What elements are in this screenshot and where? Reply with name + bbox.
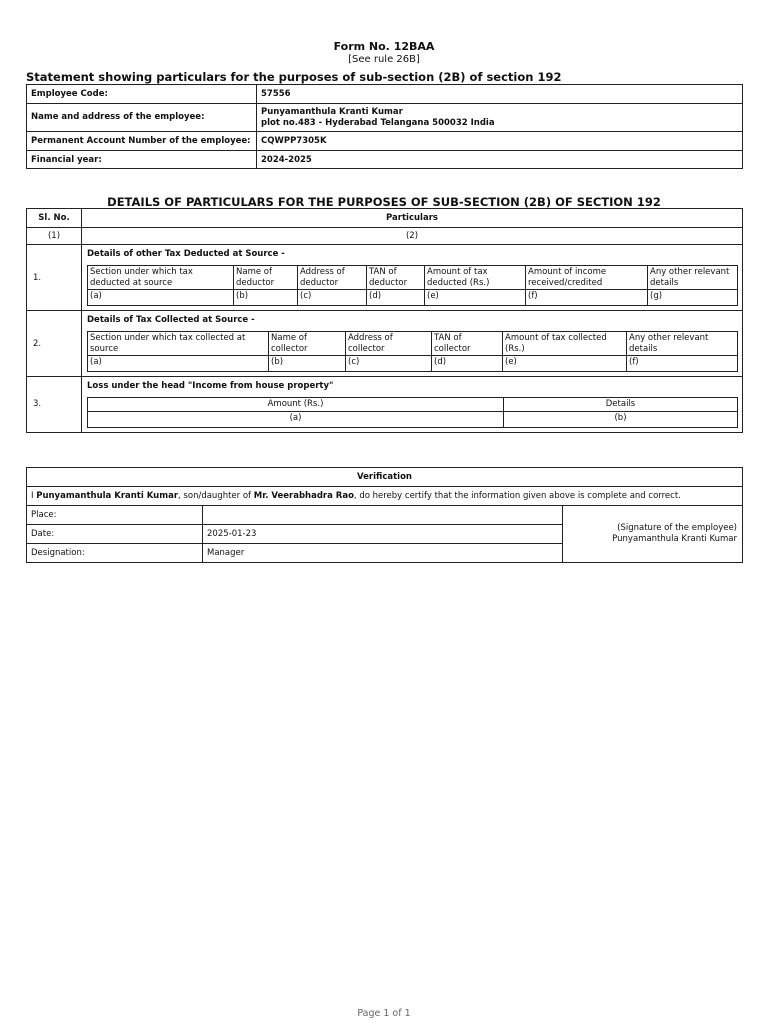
employee-name-address — [257, 104, 743, 132]
column-letter: (a) — [88, 356, 269, 372]
column-letter: (a) — [88, 290, 234, 306]
cert-employee-name: Punyamanthula Kranti Kumar — [36, 491, 179, 501]
signature-block — [563, 506, 743, 563]
column-letter: (a) — [88, 411, 504, 427]
section-row-tds — [27, 245, 743, 311]
employee-code-value: 57556 — [257, 85, 743, 104]
sl-no-header: Sl. No. — [27, 209, 82, 228]
column-letter: (f) — [526, 290, 648, 306]
place-row — [27, 506, 743, 525]
cert-mid: , son/daughter of — [178, 491, 252, 501]
employee-code-label: Employee Code: — [27, 85, 257, 104]
section-body — [82, 311, 743, 377]
financial-year-value: 2024-2025 — [257, 151, 743, 169]
column-header: Amount of income received/credited — [526, 266, 648, 290]
section-body — [82, 377, 743, 433]
place-label: Place: — [27, 506, 203, 525]
column-number-row — [27, 228, 743, 245]
tds-column-letter-row — [88, 290, 738, 306]
column-number-2: (2) — [82, 228, 743, 245]
house-property-table — [87, 397, 738, 428]
signature-name: Punyamanthula Kranti Kumar — [612, 534, 737, 544]
column-letter: (c) — [346, 356, 432, 372]
column-letter: (b) — [234, 290, 298, 306]
column-header: Any other relevant details — [627, 332, 738, 356]
employee-address-value: plot no.483 - Hyderabad Telangana 500032 India — [261, 117, 495, 128]
employee-info-table — [26, 84, 743, 169]
page-number: Page 1 of 1 — [357, 1008, 411, 1019]
verification-header-row — [27, 468, 743, 487]
employee-pan-label: Permanent Account Number of the employee: — [27, 132, 257, 151]
employee-pan-value: CQWPP7305K — [257, 132, 743, 151]
column-number-1: (1) — [27, 228, 82, 245]
column-header: Address of deductor — [298, 266, 367, 290]
column-letter: (b) — [269, 356, 346, 372]
column-letter: (g) — [648, 290, 738, 306]
column-letter: (d) — [432, 356, 503, 372]
designation-value: Manager — [203, 544, 563, 563]
place-value — [203, 506, 563, 525]
certification-row — [27, 487, 743, 506]
column-header: Details — [504, 398, 738, 412]
verification-table — [26, 467, 743, 563]
section-sl-number: 2. — [27, 311, 82, 377]
section-title: Details of other Tax Deducted at Source - — [87, 249, 285, 259]
signature-label: (Signature of the employee) — [617, 523, 737, 533]
section-title: Details of Tax Collected at Source - — [87, 315, 255, 325]
section-row-tcs — [27, 311, 743, 377]
column-header: Address of collector — [346, 332, 432, 356]
column-header: Name of collector — [269, 332, 346, 356]
column-header: Any other relevant details — [648, 266, 738, 290]
particulars-table — [26, 208, 743, 433]
cert-parent-name: Mr. Veerabhadra Rao — [253, 491, 354, 501]
cert-prefix: I — [31, 491, 34, 501]
cert-suffix: , do hereby certify that the information given above is complete and correct. — [353, 491, 681, 501]
employee-name-value: Punyamanthula Kranti Kumar — [261, 106, 403, 117]
employee-pan-row — [27, 132, 743, 151]
column-header: Amount of tax deducted (Rs.) — [425, 266, 526, 290]
section-body — [82, 245, 743, 311]
certification-statement — [27, 487, 743, 506]
column-letter: (d) — [367, 290, 425, 306]
rule-reference: [See rule 26B] — [348, 54, 420, 65]
column-letter: (c) — [298, 290, 367, 306]
tds-column-header-row — [88, 266, 738, 290]
column-header: TAN of collector — [432, 332, 503, 356]
particulars-header: Particulars — [82, 209, 743, 228]
date-value: 2025-01-23 — [203, 525, 563, 544]
statement-title: Statement showing particulars for the purposes of sub-section (2B) of section 192 — [26, 70, 562, 84]
date-label: Date: — [27, 525, 203, 544]
tcs-details-table — [87, 331, 738, 372]
column-header: TAN of deductor — [367, 266, 425, 290]
column-header: Section under which tax deducted at source — [88, 266, 234, 290]
employee-code-row — [27, 85, 743, 104]
column-letter: (b) — [504, 411, 738, 427]
section-title: Loss under the head "Income from house property" — [87, 381, 334, 391]
tcs-column-header-row — [88, 332, 738, 356]
designation-label: Designation: — [27, 544, 203, 563]
column-letter: (f) — [627, 356, 738, 372]
financial-year-label: Financial year: — [27, 151, 257, 169]
column-header: Amount (Rs.) — [88, 398, 504, 412]
particulars-header-row — [27, 209, 743, 228]
employee-name-label: Name and address of the employee: — [27, 104, 257, 132]
house-property-header-row — [88, 398, 738, 412]
tcs-column-letter-row — [88, 356, 738, 372]
column-letter: (e) — [503, 356, 627, 372]
section-sl-number: 1. — [27, 245, 82, 311]
column-letter: (e) — [425, 290, 526, 306]
column-header: Amount of tax collected (Rs.) — [503, 332, 627, 356]
column-header: Section under which tax collected at source — [88, 332, 269, 356]
section-sl-number: 3. — [27, 377, 82, 433]
house-property-letter-row — [88, 411, 738, 427]
form-number: Form No. 12BAA — [333, 40, 435, 53]
column-header: Name of deductor — [234, 266, 298, 290]
verification-title: Verification — [27, 468, 743, 487]
tds-details-table — [87, 265, 738, 306]
details-title: DETAILS OF PARTICULARS FOR THE PURPOSES OF SUB-SECTION (2B) OF SECTION 192 — [107, 195, 661, 209]
financial-year-row — [27, 151, 743, 169]
section-row-house-property — [27, 377, 743, 433]
employee-name-row — [27, 104, 743, 132]
